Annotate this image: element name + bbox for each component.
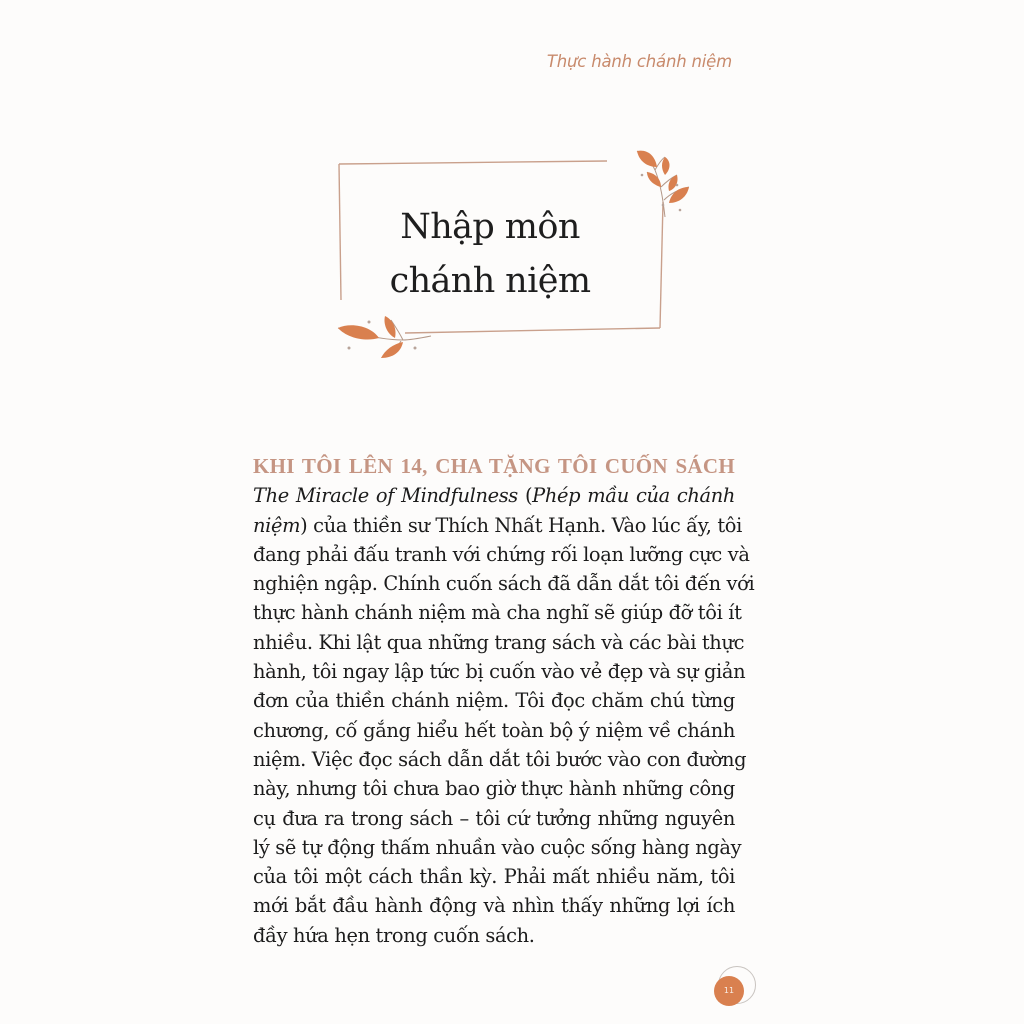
italic-text: Phép mầu của chánh: [532, 484, 735, 508]
text-run: chương, cố gắng hiểu hết toàn bộ ý niệm về chánh: [253, 718, 735, 742]
body-line: [253, 481, 735, 510]
body-line: [253, 833, 742, 862]
text-run: đang phải đấu tranh với chứng rối loạn lưỡng cực và: [253, 542, 750, 566]
body-line: [253, 921, 735, 950]
running-head-title: Thực hành chánh niệm: [546, 52, 732, 71]
page-number-badge: [714, 966, 756, 1008]
text-run: của tôi một cách thần kỳ. Phải mất nhiều năm, tôi: [253, 865, 735, 889]
leaf-sprig-icon: [625, 145, 705, 220]
text-run: niệm. Việc đọc sách dẫn dắt tôi bước vào con đường: [253, 747, 747, 771]
chapter-title-line-2: chánh niệm: [389, 261, 591, 301]
body-line: [253, 511, 742, 540]
text-run: ) của thiền sư Thích Nhất Hạnh. Vào lúc ấy, tôi: [300, 513, 742, 537]
text-run: cụ đưa ra trong sách – tôi cứ tưởng những nguyên: [253, 806, 735, 830]
body-lines: [253, 481, 755, 950]
leaf-sprig-icon: [333, 310, 433, 370]
text-run: (: [517, 484, 533, 508]
text-run: lý sẽ tự động thấm nhuần vào cuộc sống hàng ngày: [253, 835, 742, 859]
body-line: [253, 628, 745, 657]
text-run: thực hành chánh niệm mà cha nghĩ sẽ giúp đỡ tôi ít: [253, 601, 742, 625]
text-run: đơn của thiền chánh niệm. Tôi đọc chăm chú từng: [253, 689, 735, 713]
body-line: [253, 774, 735, 803]
body-line: [253, 891, 735, 920]
text-run: nhiều. Khi lật qua những trang sách và các bài thực: [253, 630, 745, 654]
text-run: nghiện ngập. Chính cuốn sách đã dẫn dắt tôi đến với: [253, 572, 755, 596]
body-line: [253, 569, 755, 598]
page-number: 11: [714, 976, 744, 1006]
text-run: đầy hứa hẹn trong cuốn sách.: [253, 923, 535, 947]
body-line: [253, 540, 750, 569]
body-line: [253, 716, 735, 745]
italic-text: niệm: [253, 513, 301, 537]
body-line: [253, 745, 747, 774]
chapter-title: [355, 200, 625, 308]
lead-in-caps: KHI TÔI LÊN 14, CHA TẶNG TÔI CUỐN SÁCH: [253, 454, 735, 478]
text-run: hành, tôi ngay lập tức bị cuốn vào vẻ đẹp và sự giản: [253, 660, 746, 684]
text-run: này, nhưng tôi chưa bao giờ thực hành những công: [253, 777, 735, 801]
text-run: mới bắt đầu hành động và nhìn thấy những lợi ích: [253, 894, 735, 918]
chapter-title-line-1: Nhập môn: [400, 207, 580, 247]
body-line: [253, 804, 735, 833]
chapter-title-frame: [325, 140, 710, 370]
body-line: [253, 657, 746, 686]
italic-text: The Miracle of Mindfulness: [253, 484, 518, 508]
body-paragraph: [253, 452, 755, 950]
body-line: [253, 862, 735, 891]
body-line: [253, 598, 742, 627]
body-line: [253, 686, 735, 715]
